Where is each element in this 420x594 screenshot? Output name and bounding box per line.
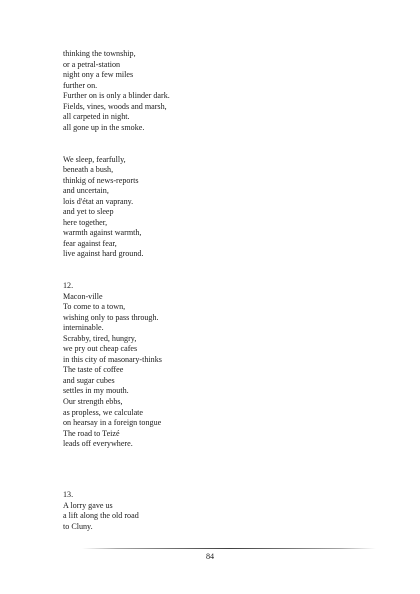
stanza-1: [63, 49, 170, 133]
poem-line: night ony a few miles: [63, 70, 134, 80]
poem-line: wishing only to pass through.: [63, 312, 159, 322]
poem-line: fear against fear,: [63, 238, 117, 248]
poem-line: to Cluny.: [63, 521, 93, 531]
poem-line: The road to Teizé: [63, 428, 120, 438]
poem-line: beneath a bush,: [63, 165, 114, 175]
poem-line: warmth against warmth,: [63, 228, 142, 238]
poem-line: and sugar cubes: [63, 375, 115, 385]
stanza-12: [63, 281, 162, 450]
poem-line: as propless, we calculate: [63, 407, 144, 417]
poem-line: settles in my mouth.: [63, 386, 129, 396]
section-number: 13.: [63, 490, 74, 499]
stanza-13: [63, 490, 139, 532]
poem-line: and uncertain,: [63, 186, 109, 196]
poem-line: To come to a town,: [63, 302, 126, 312]
poem-line: Scrabby, tired, hungry,: [63, 333, 137, 343]
poem-line: We sleep, fearfully,: [63, 154, 126, 164]
poem-line: A lorry gave us: [63, 500, 113, 510]
page-number: 84: [205, 552, 215, 561]
poem-line: Our strength ebbs,: [63, 397, 123, 407]
poem-line: interninable.: [63, 323, 104, 333]
poem-line: thinking the township,: [63, 49, 136, 58]
section-number: 12.: [63, 281, 74, 290]
poem-line: further on.: [63, 80, 98, 90]
poem-line: all carpeted in night.: [63, 112, 130, 122]
poem-line: and yet to sleep: [63, 207, 114, 217]
poem-line: we pry out cheap cafes: [63, 344, 138, 354]
poem-line: Macon-ville: [63, 291, 103, 301]
stanza-2: [63, 155, 143, 260]
poem-line: Fields, vines, woods and marsh,: [63, 101, 167, 111]
poem-line: all gone up in the smoke.: [63, 122, 145, 132]
poem-line: The taste of coffee: [63, 365, 124, 375]
poem-line: here together,: [63, 217, 108, 227]
poem-line: on hearsay in a foreign tongue: [63, 418, 162, 428]
footer-divider: [82, 548, 376, 549]
poem-line: a lift along the old road: [63, 511, 139, 521]
poem-line: leads off everywhere.: [63, 439, 133, 449]
poem-line: in this city of masonary-thinks: [63, 354, 162, 364]
poem-line: live against hard ground.: [63, 249, 144, 259]
poem-line: lois d'état an vaprany.: [63, 196, 134, 206]
poem-line: Further on is only a blinder dark.: [63, 91, 170, 101]
poem-line: or a petral-station: [63, 59, 121, 69]
poem-line: thinkig of news-reports: [63, 175, 139, 185]
